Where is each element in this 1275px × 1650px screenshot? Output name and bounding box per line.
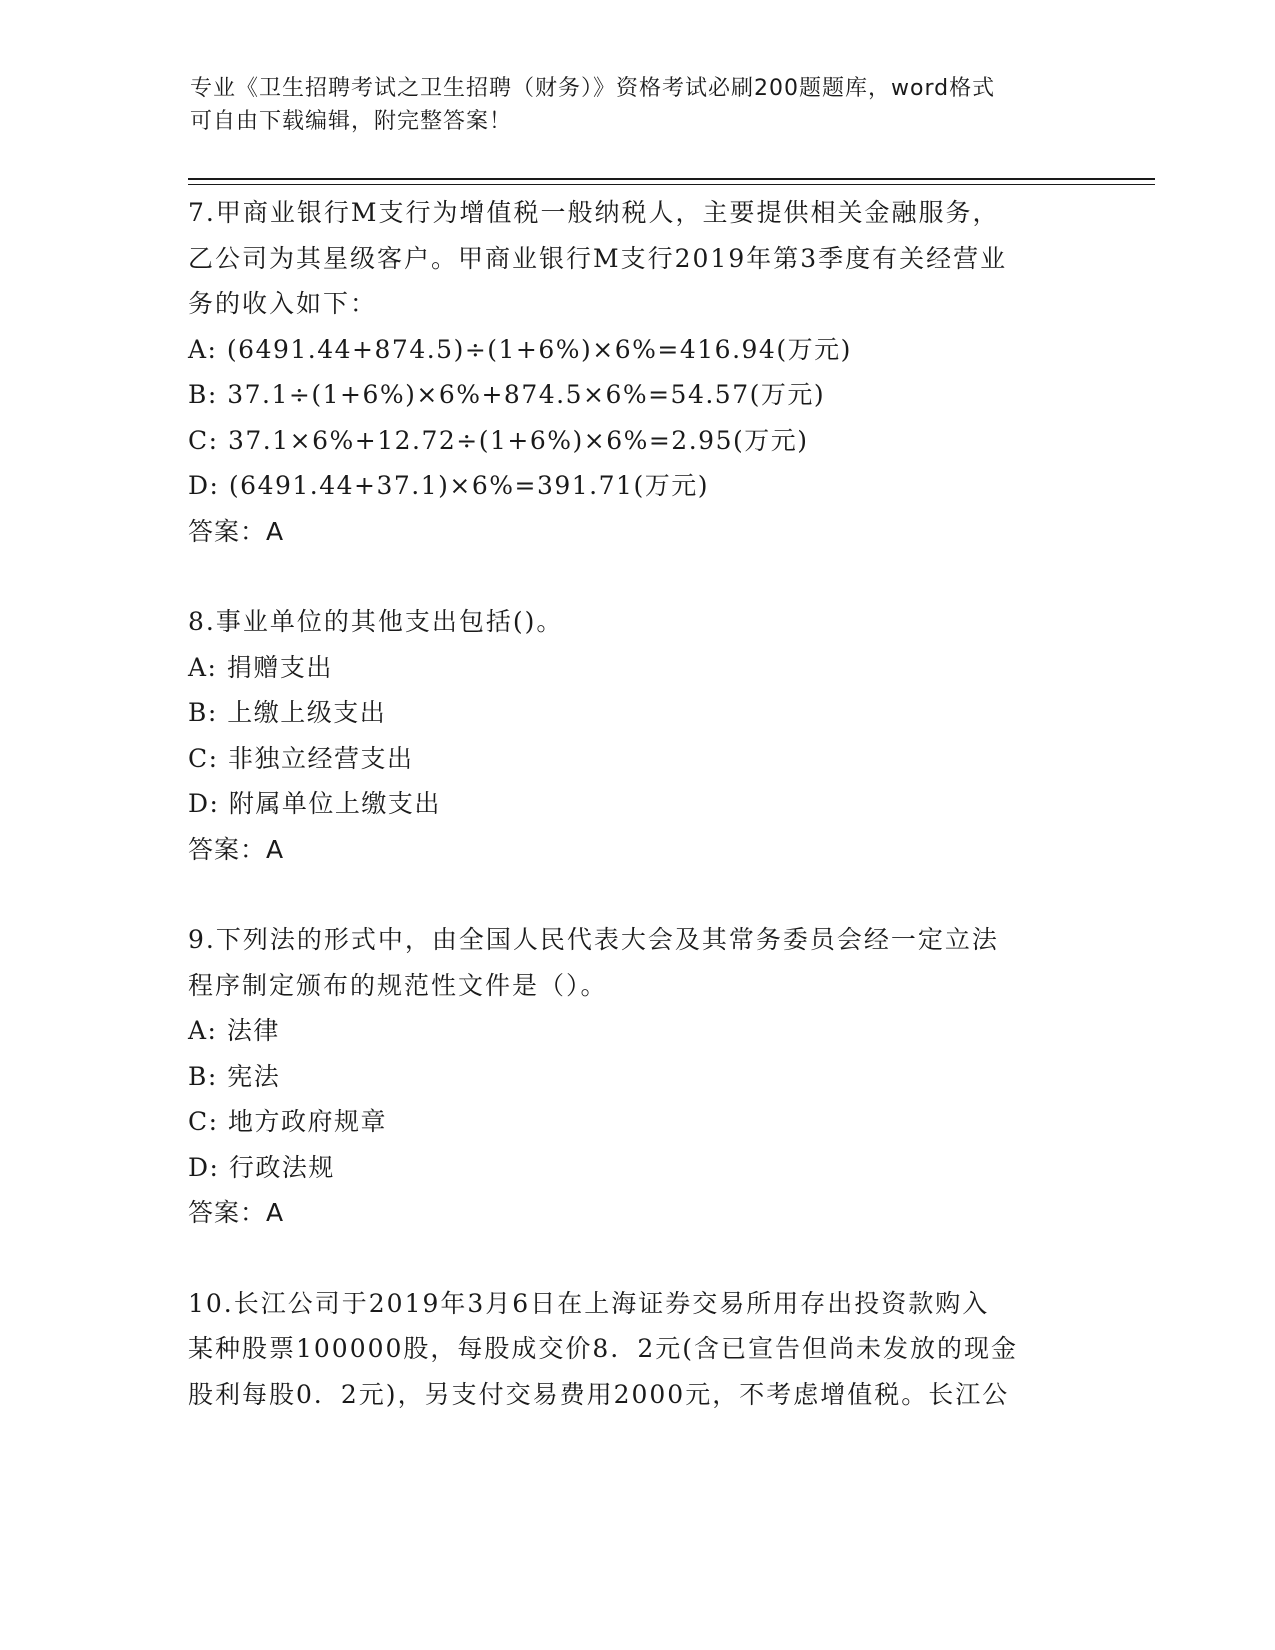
option-b: B: 37.1÷(1+6%)×6%+874.5×6%=54.57(万元)	[188, 380, 826, 409]
option-b: B: 宪法	[188, 1061, 281, 1091]
question-text-line: 程序制定颁布的规范性文件是（）。	[188, 970, 608, 1000]
question-text-line: 股利每股0．2元)，另支付交易费用2000元，不考虑增值税。长江公	[188, 1379, 1010, 1409]
option-b: B: 上缴上级支出	[188, 698, 387, 727]
question-text-line: 8.事业单位的其他支出包括()。	[188, 607, 564, 636]
question-text-line: 乙公司为其星级客户。甲商业银行M支行2019年第3季度有关经营业	[188, 243, 1008, 273]
header-divider-thin	[188, 184, 1155, 185]
question-9	[188, 917, 1088, 1236]
question-list	[188, 190, 1088, 1462]
option-c: C: 非独立经营支出	[188, 743, 414, 773]
answer-line: 答案：A	[188, 834, 285, 864]
question-8	[188, 599, 1088, 872]
question-10	[188, 1281, 1088, 1418]
option-a: A: 捐赠支出	[188, 652, 333, 682]
question-text-line: 9.下列法的形式中，由全国人民代表大会及其常务委员会经一定立法	[188, 925, 999, 954]
option-a: A: (6491.44+874.5)÷(1+6%)×6%=416.94(万元)	[188, 334, 852, 364]
option-a: A: 法律	[188, 1016, 280, 1045]
option-d: D: (6491.44+37.1)×6%=391.71(万元)	[188, 471, 709, 500]
answer-line: 答案：A	[188, 1198, 285, 1227]
option-c: C: 地方政府规章	[188, 1107, 387, 1136]
question-text-line: 务的收入如下：	[188, 289, 378, 318]
header-line-1: 专业《卫生招聘考试之卫生招聘（财务）》资格考试必刷200题题库，word格式	[190, 76, 996, 101]
answer-line: 答案：A	[188, 516, 285, 546]
question-text-line: 某种股票100000股，每股成交价8．2元(含已宣告但尚未发放的现金	[188, 1334, 1019, 1363]
header-divider-thick	[188, 178, 1155, 180]
document-header	[190, 72, 1090, 138]
option-d: D: 附属单位上缴支出	[188, 789, 441, 818]
option-c: C: 37.1×6%+12.72÷(1+6%)×6%=2.95(万元)	[188, 425, 809, 455]
question-7	[188, 190, 1088, 554]
question-text-line: 7.甲商业银行M支行为增值税一般纳税人，主要提供相关金融服务，	[188, 198, 1000, 227]
option-d: D: 行政法规	[188, 1152, 335, 1182]
question-text-line: 10.长江公司于2019年3月6日在上海证券交易所用存出投资款购入	[188, 1288, 990, 1318]
header-line-2: 可自由下载编辑，附完整答案！	[190, 109, 513, 134]
